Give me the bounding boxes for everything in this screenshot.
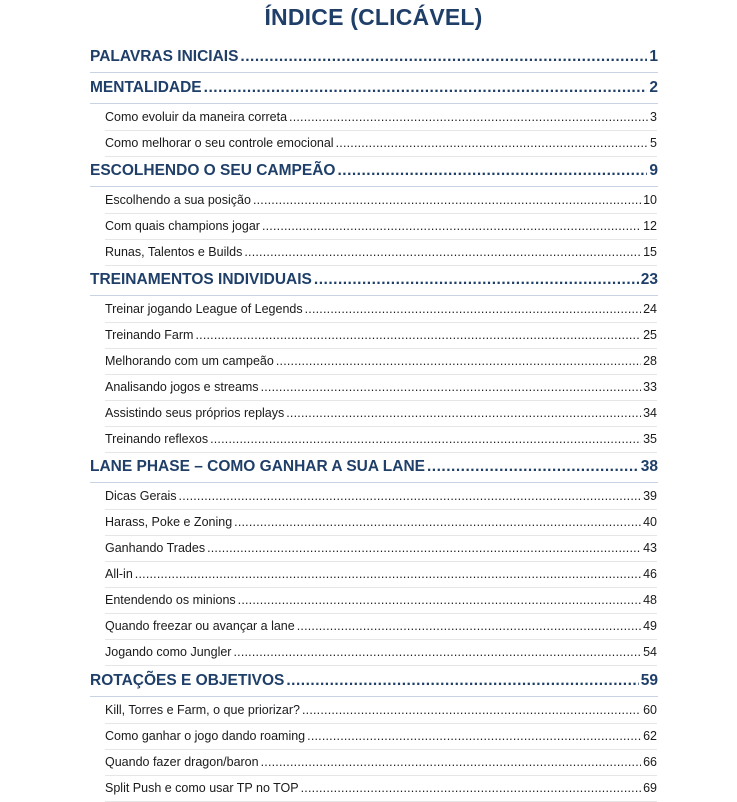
toc-subsection-link[interactable] [105,110,657,131]
toc-entry-label: Como ganhar o jogo dando roaming [105,729,306,743]
toc-page-number: 40 [643,515,657,529]
toc-page-number: 49 [643,619,657,633]
toc-entry-label: MENTALIDADE [90,79,202,96]
toc-entry-label: Split Push e como usar TP no TOP [105,781,299,795]
toc-subsection-link[interactable] [105,703,657,724]
toc-page-number: 66 [643,755,657,769]
toc-entry-label: Kill, Torres e Farm, o que priorizar? [105,703,300,717]
toc-page-number: 38 [640,458,658,475]
toc-entry-label: Como evoluir da maneira correta [105,110,288,124]
dot-leader [427,458,639,476]
toc-page-number: 5 [650,136,657,150]
dot-leader [261,380,642,394]
toc-section-link[interactable] [90,271,658,296]
toc-subsection-link[interactable] [105,219,657,240]
toc-subsection-link[interactable] [105,136,657,157]
dot-leader [286,672,638,690]
toc-entry-label: Harass, Poke e Zoning [105,515,233,529]
toc-page-number: 48 [643,593,657,607]
toc-page-number: 69 [643,781,657,795]
toc-subsection-link[interactable] [105,755,657,776]
toc-page-number: 46 [643,567,657,581]
toc-subsection-link[interactable] [105,515,657,536]
toc-section-link[interactable] [90,162,658,187]
dot-leader [297,619,641,633]
toc-entry-label: Treinando reflexos [105,432,209,446]
dot-leader [238,593,641,607]
dot-leader [204,79,648,97]
dot-leader [276,354,641,368]
dot-leader [301,781,641,795]
toc-subsection-link[interactable] [105,432,657,453]
toc-subsection-link[interactable] [105,354,657,375]
toc-page-number: 10 [643,193,657,207]
toc-entry-label: Quando fazer dragon/baron [105,755,259,769]
dot-leader [240,48,647,66]
toc-entry-label: TREINAMENTOS INDIVIDUAIS [90,271,312,288]
dot-leader [336,136,648,150]
dot-leader [253,193,641,207]
toc-subsection-link[interactable] [105,406,657,427]
toc-subsection-link[interactable] [105,245,657,266]
dot-leader [305,302,641,316]
toc-entry-label: PALAVRAS INICIAIS [90,48,239,65]
dot-leader [337,162,647,180]
toc-page-number: 59 [640,672,658,689]
dot-leader [210,432,641,446]
toc-subsection-link[interactable] [105,729,657,750]
dot-leader [261,755,642,769]
dot-leader [234,515,641,529]
toc-subsection-link[interactable] [105,645,657,666]
toc-page-number: 33 [643,380,657,394]
toc-section-link[interactable] [90,672,658,697]
dot-leader [302,703,641,717]
toc-page-number: 3 [650,110,657,124]
toc-page-number: 2 [649,79,658,96]
toc-subsection-link[interactable] [105,593,657,614]
toc-page-number: 60 [643,703,657,717]
page-title: ÍNDICE (CLICÁVEL) [264,4,483,30]
toc-entry-label: Com quais champions jogar [105,219,260,233]
dot-leader [179,489,642,503]
toc-entry-label: Treinar jogando League of Legends [105,302,303,316]
toc-entry-label: Melhorando com um campeão [105,354,274,368]
toc-page-number: 62 [643,729,657,743]
dot-leader [307,729,641,743]
toc-entry-label: Quando freezar ou avançar a lane [105,619,295,633]
toc-subsection-link[interactable] [105,302,657,323]
toc-page-number: 12 [643,219,657,233]
toc-entry-label: Ganhando Trades [105,541,206,555]
toc-entry-label: Jogando como Jungler [105,645,232,659]
toc-page-number: 35 [643,432,657,446]
dot-leader [262,219,641,233]
toc-entry-label: ESCOLHENDO O SEU CAMPEÃO [90,162,336,179]
toc-subsection-link[interactable] [105,489,657,510]
toc-entry-label: Runas, Talentos e Builds [105,245,243,259]
toc-section-link[interactable] [90,79,658,104]
dot-leader [289,110,648,124]
toc-section-link[interactable] [90,48,658,73]
toc-subsection-link[interactable] [105,781,657,802]
toc-subsection-link[interactable] [105,541,657,562]
dot-leader [135,567,641,581]
toc-page-number: 25 [643,328,657,342]
toc-subsection-link[interactable] [105,619,657,640]
toc-page-number: 23 [640,271,658,288]
toc-subsection-link[interactable] [105,328,657,349]
dot-leader [233,645,641,659]
toc-page-number: 15 [643,245,657,259]
dot-leader [314,271,639,289]
dot-leader [195,328,641,342]
toc-entry-label: All-in [105,567,133,581]
toc-page-number: 1 [649,48,658,65]
toc-entry-label: Treinando Farm [105,328,194,342]
toc-entry-label: Entendendo os minions [105,593,236,607]
toc-page-number: 24 [643,302,657,316]
toc-page-number: 34 [643,406,657,420]
toc-entry-label: LANE PHASE – COMO GANHAR A SUA LANE [90,458,425,475]
dot-leader [286,406,641,420]
dot-leader [244,245,641,259]
toc-section-link[interactable] [90,458,658,483]
toc-page-number: 39 [643,489,657,503]
toc-page-number: 43 [643,541,657,555]
dot-leader [207,541,641,555]
toc-page-number: 9 [649,162,658,179]
toc-subsection-link[interactable] [105,380,657,401]
toc-entry-label: Analisando jogos e streams [105,380,259,394]
toc-page-number: 28 [643,354,657,368]
toc-entry-label: Como melhorar o seu controle emocional [105,136,334,150]
toc-entry-label: Assistindo seus próprios replays [105,406,285,420]
toc-entry-label: ROTAÇÕES E OBJETIVOS [90,672,285,689]
toc-subsection-link[interactable] [105,193,657,214]
toc-page-number: 54 [643,645,657,659]
toc-subsection-link[interactable] [105,567,657,588]
toc-entry-label: Escolhendo a sua posição [105,193,251,207]
toc-entry-label: Dicas Gerais [105,489,177,503]
